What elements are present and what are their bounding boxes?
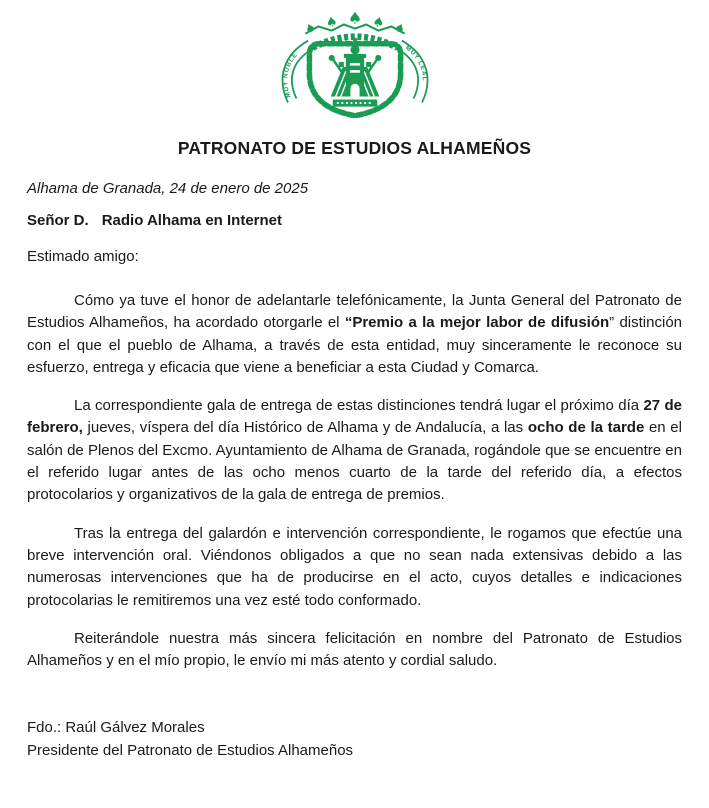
crown-spade-icon: ♠ <box>370 14 386 32</box>
mace-head <box>328 55 334 61</box>
tower-battlement <box>343 54 365 58</box>
tower-finial-top <box>352 37 356 41</box>
text-segment: ” distinción con el que el pueblo de Alhama, a través de esta entidad, muy sinceramente le reconoce su esfuerzo, entrega y eficacia que viene a beneficiar a esta Ciudad y Comarca. <box>27 314 682 376</box>
text-segment: en el salón de Plenos del Excmo. Ayuntamiento de Alhama de Granada, rogándole que se encuentre en el referido lugar antes de las ocho menos cuarto de la tarde del referido día, a efectos protocolarios y organizativos de la gala de entrega de premios. <box>27 419 682 504</box>
mace-head <box>375 55 381 61</box>
text-segment: Tras la entrega del galardón e intervención correspondiente, le rogamos que efectúe una breve intervención oral. Viéndonos obligados a que no sean nada extensivas debido a las numerosas intervenciones que ha de producirse en el acto, cuyos detalles e indicaciones protocolarias le remitiremos una vez esté todo conformado. <box>27 524 682 609</box>
signature-name: Fdo.: Raúl Gálvez Morales <box>27 719 205 737</box>
date-line: Alhama de Granada, 24 de enero de 2025 <box>27 180 309 197</box>
battlement-block <box>366 62 371 67</box>
castle-door <box>350 84 359 97</box>
motto-right: MUY LEAL <box>403 44 428 82</box>
crown-spade-icon: ♠ <box>323 14 339 32</box>
letter-paragraph-2 <box>27 395 682 506</box>
recipient-line <box>27 212 682 229</box>
bold-text-segment: “Premio a la mejor labor de difusión <box>344 314 610 332</box>
text-segment: jueves, víspera del día Histórico de Alhama y de Andalucía, a las <box>82 419 528 437</box>
text-segment: Reiterándole nuestra más sincera felicitación en nombre del Patronato de Estudios Alhameños y en el mío propio, le envío mi más atento y cordial saludo. <box>27 629 682 670</box>
text-segment: La correspondiente gala de entrega de estas distinciones tendrá lugar el próximo día <box>74 397 644 415</box>
recipient-label: Señor D. <box>27 212 89 229</box>
letterhead <box>27 6 682 125</box>
coat-of-arms-icon <box>279 6 431 120</box>
recipient-name: Radio Alhama en Internet <box>101 212 282 229</box>
crown-spade-icon: ♠ <box>347 8 362 28</box>
bold-text-segment: 27 de febrero, <box>27 397 682 437</box>
battlement-block <box>338 62 343 67</box>
motto-left: MUY NOBLE <box>281 51 299 99</box>
crown-spade-icon: ♠ <box>302 19 318 38</box>
letter-paragraph-3 <box>27 523 682 612</box>
letter-paragraph-1 <box>27 290 682 379</box>
tower-window <box>349 63 359 66</box>
crown-spade-icon: ♠ <box>391 19 407 38</box>
salutation: Estimado amigo: <box>27 248 139 265</box>
signature-block <box>27 716 682 762</box>
letter-paragraph-4 <box>27 628 682 673</box>
bold-text-segment: ocho de la tarde <box>527 419 645 437</box>
letter-title: PATRONATO DE ESTUDIOS ALHAMEÑOS <box>177 138 532 158</box>
tower-window <box>349 70 359 73</box>
signature-role: Presidente del Patronato de Estudios Alhameños <box>27 742 354 760</box>
text-segment: Cómo ya tuve el honor de adelantarle telefónicamente, la Junta General del Patronato de Estudios Alhameños, ha acordado otorgarle el <box>27 292 682 332</box>
